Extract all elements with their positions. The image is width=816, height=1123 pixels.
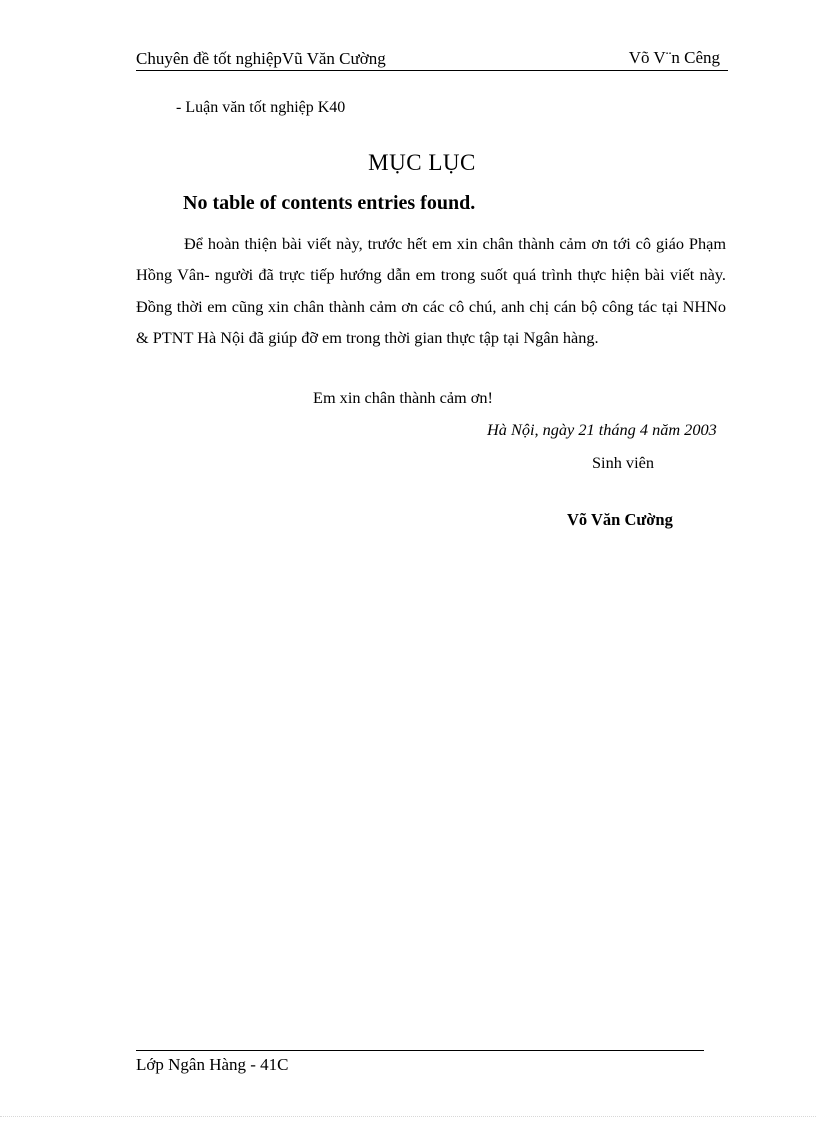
thesis-subtitle: - Luận văn tốt nghiệp K40 [176,99,346,116]
table-of-contents-title: MỤC LỤC [368,150,476,175]
table-of-contents-empty-message: No table of contents entries found. [183,192,476,214]
acknowledgement-paragraph: Để hoàn thiện bài viết này, trước hết em xin chân thành cảm ơn tới cô giáo Phạm Hồng Vân- người đã trực tiếp hướng dẫn em trong suốt quá trình thực hiện bài viết này. Đồng thời em cũng xin chân thành cảm ơn các cô chú, anh chị cán bộ công tác tại NHNo & PTNT Hà Nội đã giúp đỡ em trong thời gian thực tập tại Ngân hàng. [136,234,726,347]
footer-class-name: Lớp Ngân Hàng - 41C [136,1055,289,1074]
header-author-name: Võ V¨n Cêng [628,48,720,67]
place-date-line: Hà Nội, ngày 21 tháng 4 năm 2003 [487,420,717,439]
header-document-title: Chuyên đề tốt nghiệpVũ Văn Cường [136,49,386,68]
thanks-line: Em xin chân thành cảm ơn! [313,388,493,407]
page-header [136,48,728,71]
signer-role: Sinh viên [592,453,654,472]
footer-divider [136,1050,704,1051]
page-bottom-edge [0,1116,816,1117]
signer-name: Võ Văn Cường [567,510,673,529]
